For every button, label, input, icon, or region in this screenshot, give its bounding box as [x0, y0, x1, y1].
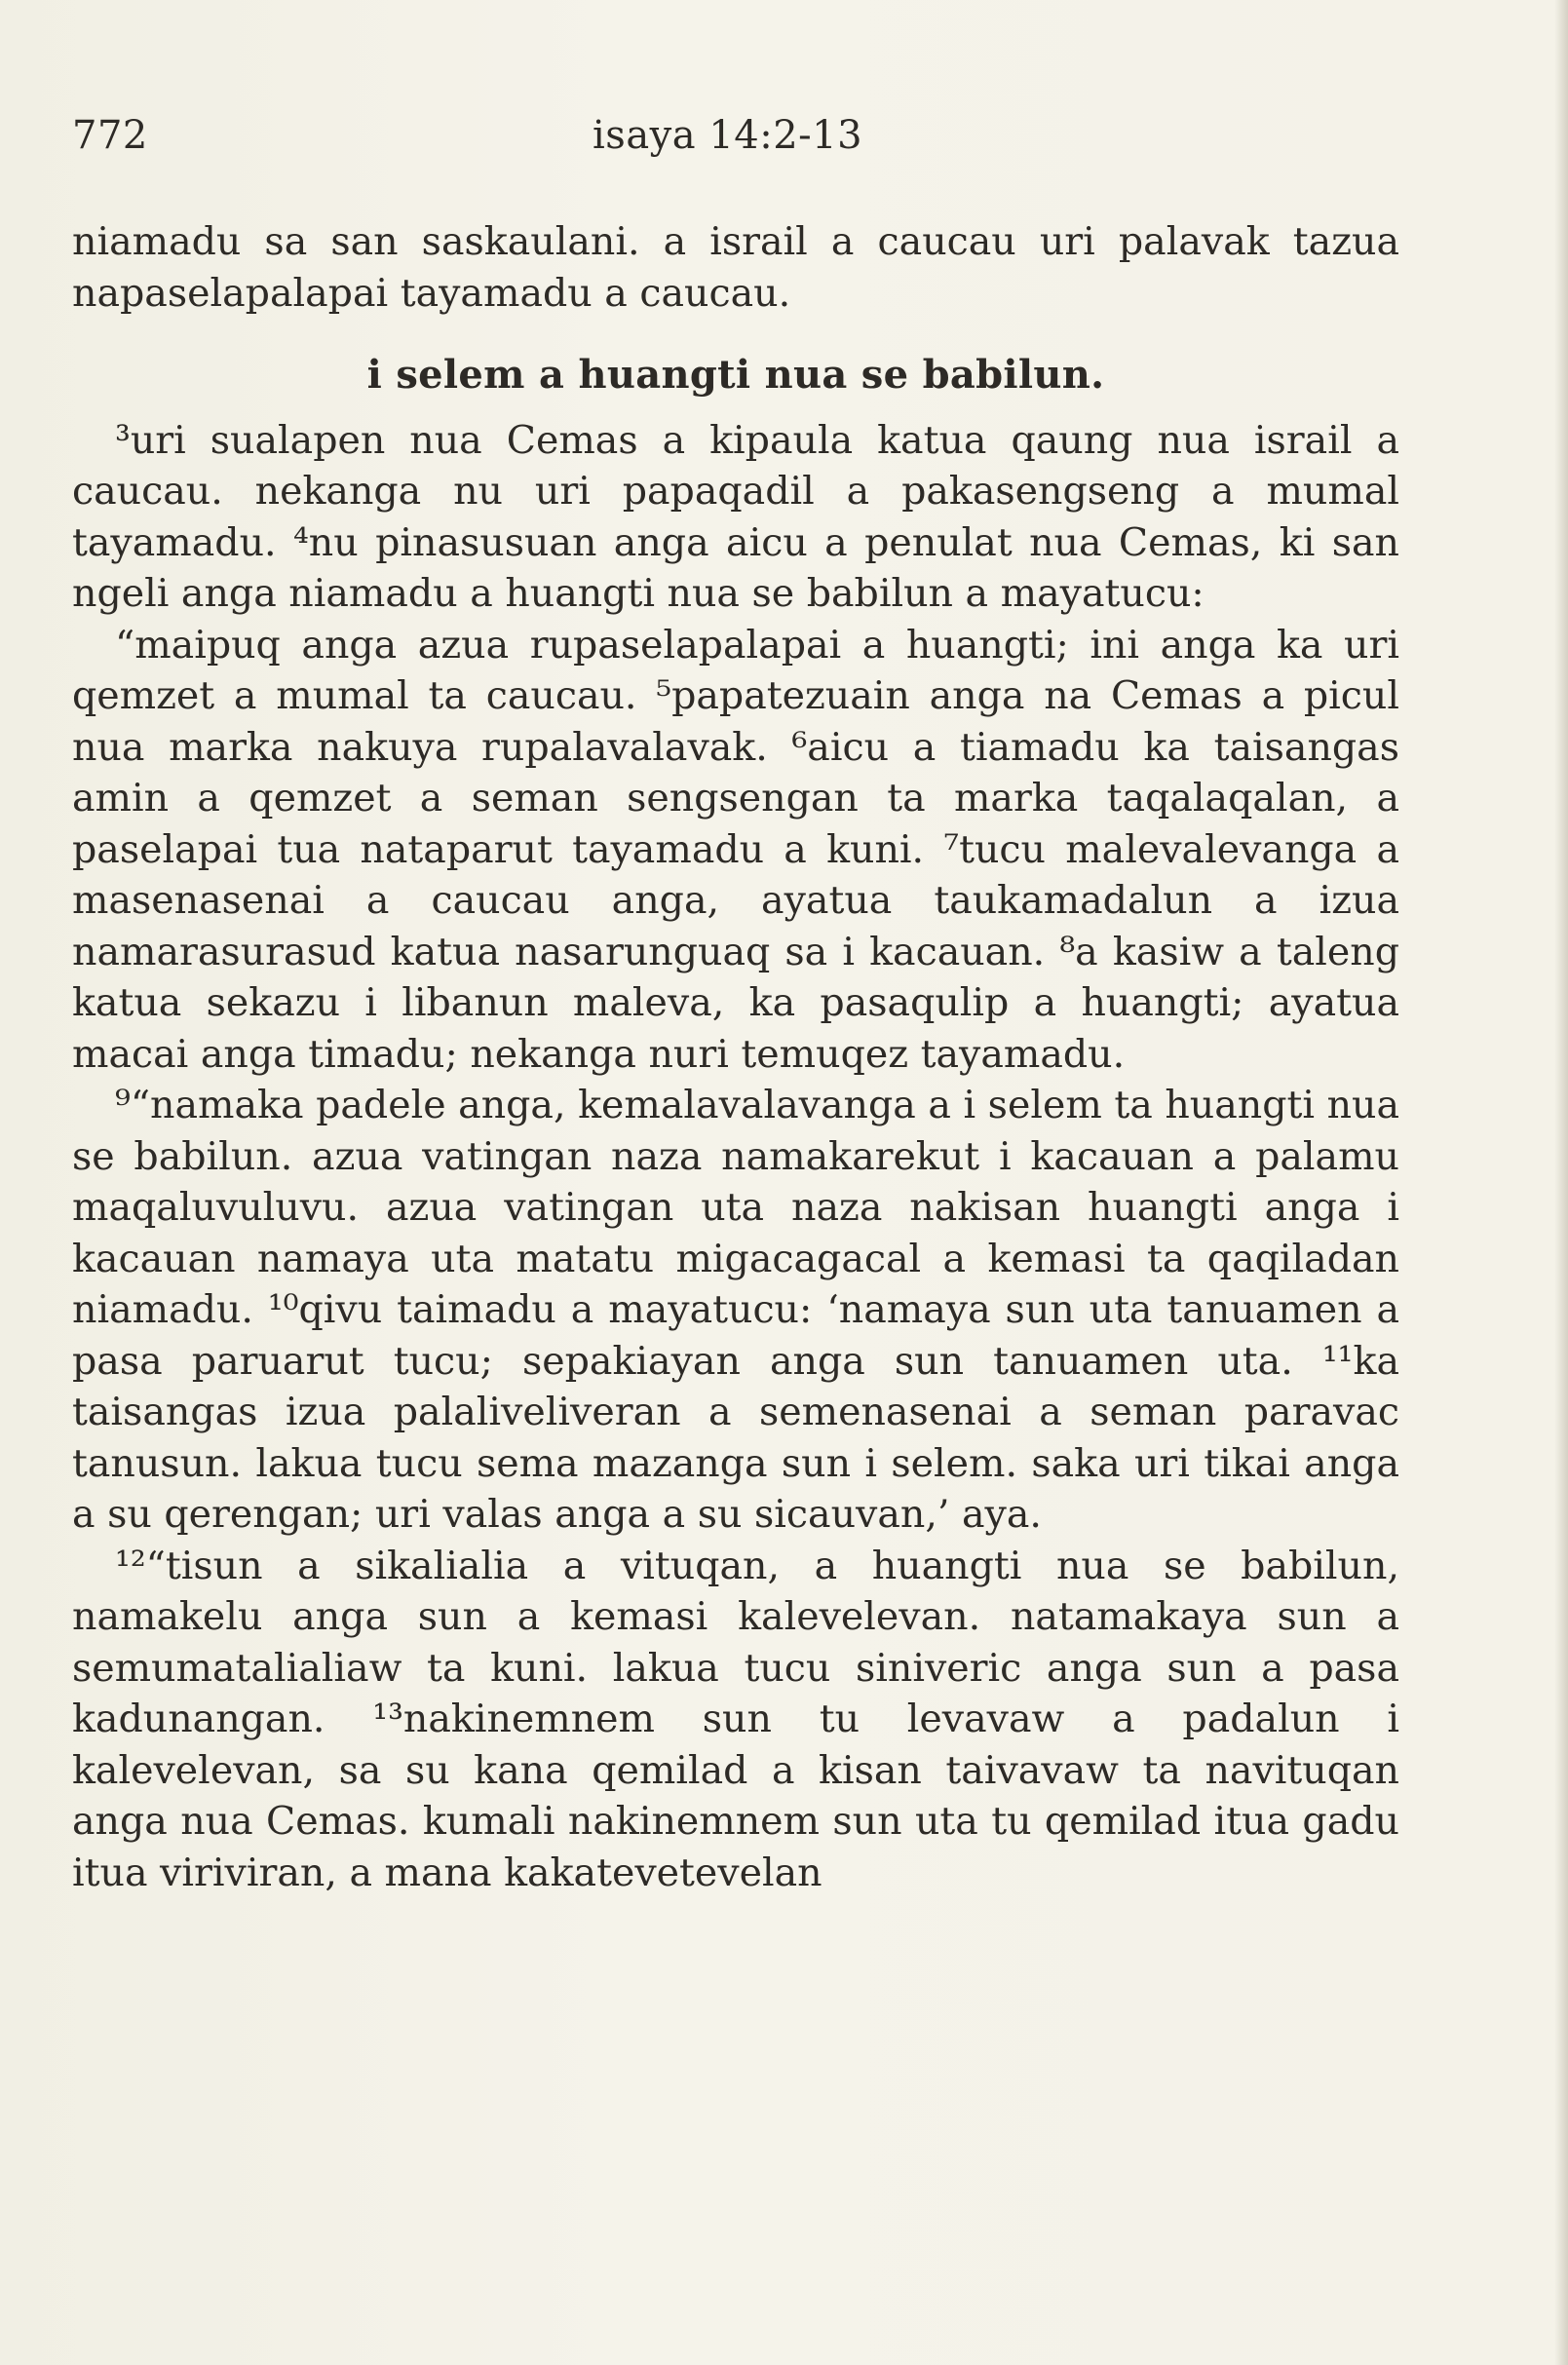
paragraph-verses-9-11: ⁹“namaka padele anga, kemalavalavanga a i selem ta huangti nua se babilun. azua vatingan naza namakarekut i kacauan a palamu maqaluvuluvu. azua vatingan uta naza nakisan huangti anga i kacauan namaya uta matatu migacagacal a kemasi ta qaqiladan niamadu. ¹⁰qivu taimadu a mayatucu: ‘namaya sun uta tanuamen a pasa paruarut tucu; sepakiayan anga sun tanuamen uta. ¹¹ka taisangas izua palaliveliveran a semenasenai a seman paravac tanusun. lakua tucu sema mazanga sun i selem. saka uri tikai anga a su qerengan; uri valas anga a su sicauvan,’ aya.	[72, 1083, 1399, 1537]
paragraph-verses-3-4: ³uri sualapen nua Cemas a kipaula katua qaung nua israil a caucau. nekanga nu uri papaqadil a pakasengseng a mumal tayamadu. ⁴nu pinasusuan anga aicu a penulat nua Cemas, ki san ngeli anga niamadu a huangti nua se babilun a mayatucu:	[72, 417, 1399, 616]
running-head: isaya 14:2-13	[593, 113, 863, 158]
body-text	[72, 216, 1399, 1898]
page-number: 772	[72, 113, 148, 158]
continuation-paragraph: niamadu sa san saskaulani. a israil a caucau uri palavak tazua napaselapalapai tayamadu a caucau.	[72, 219, 1399, 316]
page-edge-shadow	[1554, 0, 1568, 2365]
page-header	[72, 113, 1397, 172]
paragraph-verses-12-13: ¹²“tisun a sikalialia a vituqan, a huangti nua se babilun, namakelu anga sun a kemasi kalevelevan. natamakaya sun a semumatalialiaw ta kuni. lakua tucu siniveric anga sun a pasa kadunangan. ¹³nakinemnem sun tu levavaw a padalun i kalevelevan, sa su kana qemilad a kisan taivavaw ta navituqan anga nua Cemas. kumali nakinemnem sun uta tu qemilad itua gadu itua viriviran, a mana kakatevetevelan	[72, 1543, 1399, 1895]
section-heading: i selem a huangti nua se babilun.	[366, 352, 1105, 398]
paragraph-verses-4-8: “maipuq anga azua rupaselapalapai a huangti; ini anga ka uri qemzet a mumal ta caucau. ⁵papatezuain anga na Cemas a picul nua marka nakuya rupalavalavak. ⁶aicu a tiamadu ka taisangas amin a qemzet a seman sengsengan ta marka taqalaqalan, a paselapai tua nataparut tayamadu a kuni. ⁷tucu malevalevanga a masenasenai a caucau anga, ayatua taukamadalun a izua namarasurasud katua nasarunguaq sa i kacauan. ⁸a kasiw a taleng katua sekazu i libanun maleva, ka pasaqulip a huangti; ayatua macai anga timadu; nekanga nuri temuqez tayamadu.	[72, 622, 1399, 1077]
